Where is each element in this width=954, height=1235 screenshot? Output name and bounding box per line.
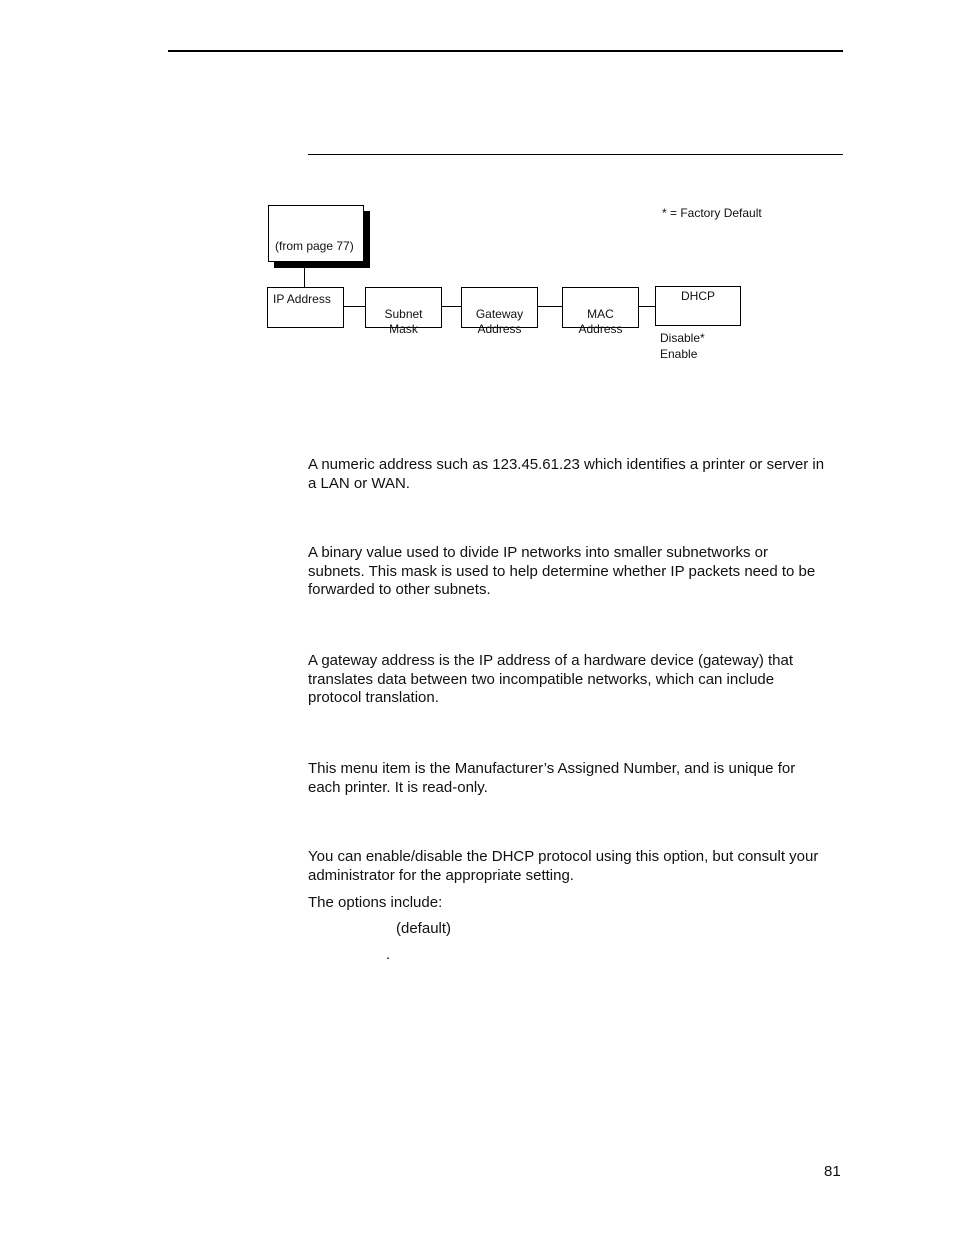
dhcp-label: DHCP [680,289,715,303]
subnet-mask-label: Subnet Mask [384,307,423,336]
ip-address-description: A numeric address such as 123.45.61.23 which identifies a printer or server in a LAN or WAN. [308,456,825,492]
factory-default-legend: * = Factory Default [662,206,762,220]
source-box [268,205,364,262]
subnet-mask-description: A binary value used to divide IP networks into smaller subnetworks or subnets. This mask is used to help determine whether IP packets need to be forwarded to other subnets. [308,544,816,598]
option-default-note: (default) [396,920,452,937]
ip-address-label: IP Address [273,292,331,306]
section-rule [308,154,843,155]
connector-2 [442,306,461,307]
dhcp-description: You can enable/disable the DHCP protocol using this option, but consult your administrator for the appropriate setting. [308,848,819,884]
gateway-address-box [461,287,538,336]
mac-address-box [562,287,639,336]
connector-4 [639,306,655,307]
dhcp-option-disable: Disable* [660,331,705,345]
subnet-mask-box [365,287,442,336]
page-number: 81 [824,1163,841,1180]
options-intro: The options include: [308,894,443,911]
connector-3 [538,306,562,307]
gateway-address-description: A gateway address is the IP address of a hardware device (gateway) that translates data between two incompatible networks, which can include protocol translation. [308,652,793,706]
connector-1 [344,306,365,307]
dhcp-option-enable: Enable [660,347,698,361]
source-connector [304,268,305,288]
ip-address-box [267,287,344,328]
option-period: . [386,946,391,963]
header-rule [168,50,843,52]
source-box-label: (from page 77) [275,239,354,253]
dhcp-options [660,330,705,362]
gateway-address-label: Gateway Address [475,307,524,336]
dhcp-box [655,286,741,326]
mac-address-description: This menu item is the Manufacturer’s Assigned Number, and is unique for each printer. It is read-only. [308,760,796,796]
mac-address-label: MAC Address [578,307,623,336]
